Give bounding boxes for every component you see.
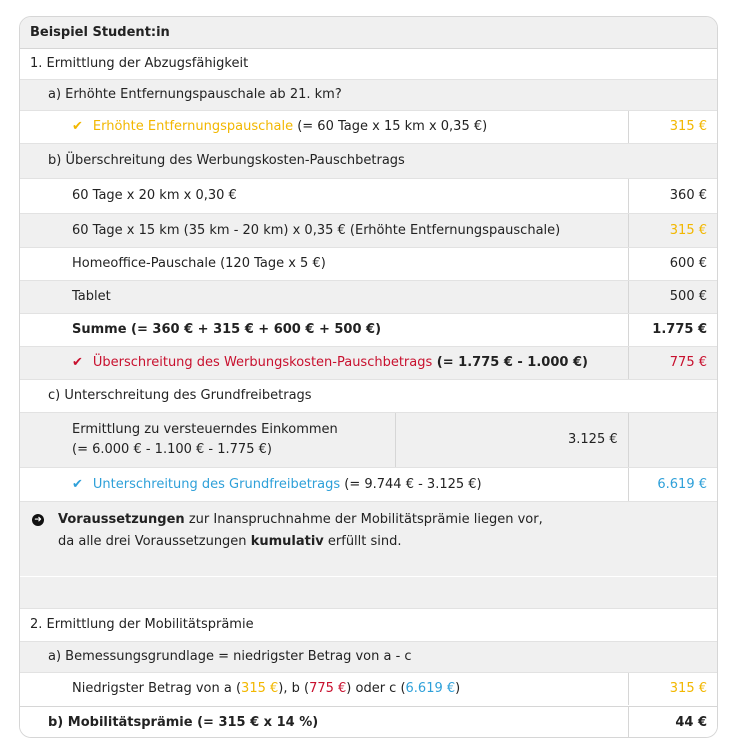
lowest-amount-text: Niedrigster Betrag von a (315 €), b (775 €) oder c (6.619 €)	[72, 681, 461, 696]
row-label: Tablet	[72, 289, 111, 304]
result-1a-label: Erhöhte Entfernungspauschale	[92, 119, 294, 134]
section-2-title: 2. Ermittlung der Mobilitätsprämie	[30, 617, 254, 632]
result-1b-value: 775 €	[669, 355, 707, 370]
result-row-1a	[20, 111, 717, 143]
section-1-title: 1. Ermittlung der Abzugsfähigkeit	[30, 56, 249, 71]
check-icon: ✔	[72, 355, 83, 370]
sum-value: 1.775 €	[652, 322, 707, 337]
result-1a-value: 315 €	[669, 119, 707, 134]
lowest-amount-value: 315 €	[669, 681, 707, 696]
result-row-1b	[20, 347, 717, 379]
row-value: 360 €	[669, 188, 707, 203]
subsection-2a-title: a) Bemessungsgrundlage = niedrigster Betrag von a - c	[48, 649, 412, 664]
subsection-1b-title: b) Überschreitung des Werbungskosten-Pauschbetrags	[48, 153, 405, 168]
result-1c-text	[72, 468, 482, 501]
subsection-1a-title: a) Erhöhte Entfernungspauschale ab 21. km?	[48, 87, 342, 102]
conclusion-line2: da alle drei Voraussetzungen kumulativ erfüllt sind.	[58, 534, 402, 549]
check-icon: ✔	[72, 477, 83, 492]
income-calc-value: 3.125 €	[568, 432, 618, 447]
result-row-1c	[20, 468, 717, 501]
subsection-1b-header	[20, 144, 717, 178]
subsection-1c-header	[20, 380, 717, 412]
conclusion-block	[20, 502, 717, 576]
card-title: Beispiel Student:in	[30, 25, 170, 40]
lowest-amount-row	[20, 673, 717, 705]
row-value: 600 €	[669, 256, 707, 271]
row-value: 500 €	[669, 289, 707, 304]
conclusion-line1: Voraussetzungen zur Inanspruchnahme der Mobilitätsprämie liegen vor,	[58, 512, 543, 527]
row-label: 60 Tage x 15 km (35 km - 20 km) x 0,35 € (Erhöhte Entfernungspauschale)	[72, 223, 561, 238]
row-label: 60 Tage x 20 km x 0,30 €	[72, 188, 237, 203]
subsection-2b-title: b) Mobilitätsprämie (= 315 € x 14 %)	[48, 715, 319, 730]
table-row	[20, 214, 717, 247]
table-row	[20, 179, 717, 213]
subsection-1c-title: c) Unterschreitung des Grundfreibetrags	[48, 388, 312, 403]
check-icon: ✔	[72, 119, 83, 134]
income-calc-row	[20, 413, 717, 467]
section-1-header	[20, 49, 717, 79]
sum-label: Summe (= 360 € + 315 € + 600 € + 500 €)	[72, 322, 382, 337]
subsection-1a-header	[20, 80, 717, 110]
card-header	[20, 17, 717, 48]
income-calc-line1: Ermittlung zu versteuerndes Einkommen	[72, 422, 338, 437]
row-value: 315 €	[669, 223, 707, 238]
result-1a-formula: (= 60 Tage x 15 km x 0,35 €)	[293, 119, 488, 134]
table-row	[20, 248, 717, 280]
result-1c-value: 6.619 €	[657, 477, 707, 492]
table-row	[20, 281, 717, 313]
result-1b-formula: (= 1.775 € - 1.000 €)	[432, 355, 588, 370]
subsection-2b-row	[20, 706, 717, 737]
arrow-right-icon: ➜	[32, 514, 44, 526]
result-1c-formula: (= 9.744 € - 3.125 €)	[340, 477, 482, 492]
mobility-premium-value: 44 €	[675, 715, 707, 730]
section-2-header	[20, 609, 717, 641]
spacer-row	[20, 577, 717, 608]
result-1c-label: Unterschreitung des Grundfreibetrags	[92, 477, 341, 492]
income-calc-line2: (= 6.000 € - 1.100 € - 1.775 €)	[72, 442, 272, 457]
result-1a-text	[72, 111, 487, 143]
row-label: Homeoffice-Pauschale (120 Tage x 5 €)	[72, 256, 326, 271]
example-card	[19, 16, 718, 738]
subsection-2a-header	[20, 642, 717, 672]
result-1b-label: Überschreitung des Werbungskosten-Pauschbetrags	[92, 355, 433, 370]
sum-row	[20, 314, 717, 346]
result-1b-text	[72, 347, 588, 379]
